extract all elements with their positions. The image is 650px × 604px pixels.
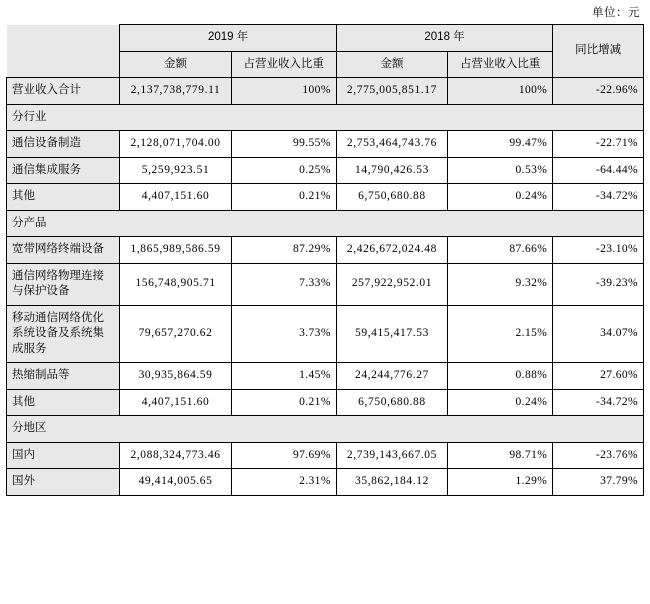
cell-ratio-2019: 1.45%: [231, 363, 336, 390]
cell-ratio-2019: 7.33%: [231, 263, 336, 305]
cell-amount-2019: 79,657,270.62: [120, 305, 231, 363]
table-row: [7, 363, 644, 390]
cell-amount-2018: 2,426,672,024.48: [336, 237, 447, 264]
row-label: 营业收入合计: [7, 78, 120, 105]
cell-amount-2018: 257,922,952.01: [336, 263, 447, 305]
cell-ratio-2018: 99.47%: [448, 131, 553, 158]
table-section-row: [7, 416, 644, 443]
table-row: [7, 237, 644, 264]
cell-amount-2018: 2,775,005,851.17: [336, 78, 447, 105]
cell-change: -23.76%: [553, 442, 644, 469]
cell-ratio-2018: 9.32%: [448, 263, 553, 305]
table-header: [7, 25, 644, 78]
cell-amount-2018: 2,739,143,667.05: [336, 442, 447, 469]
row-label: 宽带网络终端设备: [7, 237, 120, 264]
cell-ratio-2019: 0.25%: [231, 157, 336, 184]
cell-ratio-2018: 0.24%: [448, 184, 553, 211]
table-row: [7, 469, 644, 496]
row-label: 国外: [7, 469, 120, 496]
cell-change: 27.60%: [553, 363, 644, 390]
table-row: [7, 78, 644, 105]
row-label: 热缩制品等: [7, 363, 120, 390]
row-label: 其他: [7, 389, 120, 416]
cell-ratio-2018: 98.71%: [448, 442, 553, 469]
cell-ratio-2018: 2.15%: [448, 305, 553, 363]
cell-change: -34.72%: [553, 389, 644, 416]
cell-change: -22.71%: [553, 131, 644, 158]
cell-ratio-2019: 2.31%: [231, 469, 336, 496]
cell-ratio-2018: 0.88%: [448, 363, 553, 390]
table-row: [7, 263, 644, 305]
cell-amount-2018: 6,750,680.88: [336, 389, 447, 416]
cell-ratio-2019: 0.21%: [231, 184, 336, 211]
row-label: 通信网络物理连接与保护设备: [7, 263, 120, 305]
table-row: [7, 131, 644, 158]
table-section-row: [7, 210, 644, 237]
cell-amount-2019: 4,407,151.60: [120, 184, 231, 211]
cell-change: -39.23%: [553, 263, 644, 305]
cell-ratio-2019: 87.29%: [231, 237, 336, 264]
header-corner-blank: [7, 25, 120, 78]
row-label: 通信集成服务: [7, 157, 120, 184]
cell-change: 37.79%: [553, 469, 644, 496]
cell-ratio-2019: 97.69%: [231, 442, 336, 469]
revenue-breakdown-table: [6, 24, 644, 496]
table-body: [7, 78, 644, 496]
table-row: [7, 184, 644, 211]
cell-amount-2019: 30,935,864.59: [120, 363, 231, 390]
cell-ratio-2019: 0.21%: [231, 389, 336, 416]
row-label: 其他: [7, 184, 120, 211]
cell-ratio-2018: 0.53%: [448, 157, 553, 184]
header-ratio-2018: 占营业收入比重: [448, 51, 553, 78]
unit-note: 单位：元: [592, 7, 640, 19]
cell-ratio-2019: 99.55%: [231, 131, 336, 158]
cell-ratio-2019: 3.73%: [231, 305, 336, 363]
table-row: [7, 389, 644, 416]
header-year-2018: 2018 年: [336, 25, 552, 52]
cell-amount-2018: 59,415,417.53: [336, 305, 447, 363]
cell-change: 34.07%: [553, 305, 644, 363]
cell-ratio-2018: 100%: [448, 78, 553, 105]
cell-amount-2018: 2,753,464,743.76: [336, 131, 447, 158]
cell-change: -23.10%: [553, 237, 644, 264]
header-amount-2019: 金额: [120, 51, 231, 78]
table-section-row: [7, 104, 644, 131]
header-yoy-change: 同比增减: [553, 25, 644, 78]
row-label: 移动通信网络优化系统设备及系统集成服务: [7, 305, 120, 363]
section-label: 分地区: [7, 416, 644, 443]
cell-amount-2019: 4,407,151.60: [120, 389, 231, 416]
row-label: 通信设备制造: [7, 131, 120, 158]
cell-amount-2019: 2,088,324,773.46: [120, 442, 231, 469]
table-row: [7, 305, 644, 363]
cell-amount-2019: 49,414,005.65: [120, 469, 231, 496]
cell-ratio-2018: 1.29%: [448, 469, 553, 496]
section-label: 分行业: [7, 104, 644, 131]
row-label: 国内: [7, 442, 120, 469]
section-label: 分产品: [7, 210, 644, 237]
header-row-years: [7, 25, 644, 52]
cell-ratio-2018: 87.66%: [448, 237, 553, 264]
header-year-2019: 2019 年: [120, 25, 336, 52]
cell-amount-2018: 35,862,184.12: [336, 469, 447, 496]
cell-ratio-2018: 0.24%: [448, 389, 553, 416]
cell-amount-2018: 14,790,426.53: [336, 157, 447, 184]
table-row: [7, 157, 644, 184]
header-ratio-2019: 占营业收入比重: [231, 51, 336, 78]
cell-amount-2019: 156,748,905.71: [120, 263, 231, 305]
cell-amount-2019: 5,259,923.51: [120, 157, 231, 184]
cell-change: -22.96%: [553, 78, 644, 105]
cell-change: -64.44%: [553, 157, 644, 184]
cell-amount-2019: 2,137,738,779.11: [120, 78, 231, 105]
cell-amount-2018: 24,244,776.27: [336, 363, 447, 390]
cell-amount-2019: 2,128,071,704.00: [120, 131, 231, 158]
cell-amount-2019: 1,865,989,586.59: [120, 237, 231, 264]
cell-amount-2018: 6,750,680.88: [336, 184, 447, 211]
header-amount-2018: 金额: [336, 51, 447, 78]
cell-ratio-2019: 100%: [231, 78, 336, 105]
table-row: [7, 442, 644, 469]
cell-change: -34.72%: [553, 184, 644, 211]
